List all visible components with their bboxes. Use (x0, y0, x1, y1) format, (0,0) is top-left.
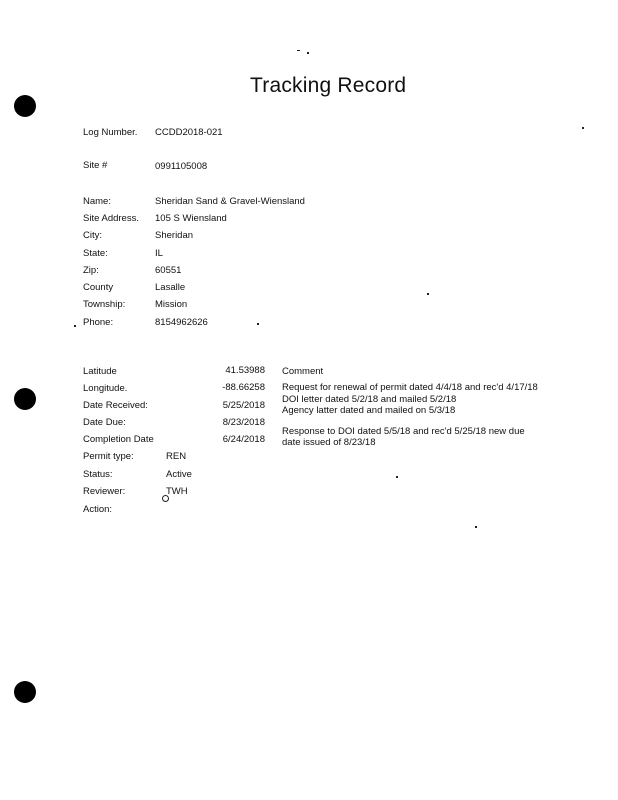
scan-speck (307, 52, 309, 54)
name-value: Sheridan Sand & Gravel-Wiensland (155, 196, 305, 207)
city-label: City: (83, 230, 102, 241)
date-due-value: 8/23/2018 (222, 417, 265, 428)
comment-line: Request for renewal of permit dated 4/4/18 and rec'd 4/17/18 (282, 382, 538, 393)
reviewer-value: TWH (166, 486, 188, 497)
punch-hole-middle (14, 388, 36, 410)
reviewer-label: Reviewer: (83, 486, 126, 497)
zip-label: Zip: (83, 265, 99, 276)
name-label: Name: (83, 196, 111, 207)
phone-value: 8154962626 (155, 317, 208, 328)
date-due-label: Date Due: (83, 417, 126, 428)
date-received-value: 5/25/2018 (222, 400, 265, 411)
page-title: Tracking Record (250, 74, 407, 97)
address-value: 105 S Wiensland (155, 213, 227, 224)
date-received-label: Date Received: (83, 400, 148, 411)
comment-line: Agency latter dated and mailed on 5/3/18 (282, 405, 456, 416)
phone-label: Phone: (83, 317, 114, 328)
scan-speck (582, 127, 584, 129)
township-value: Mission (155, 299, 188, 310)
status-label: Status: (83, 469, 113, 480)
county-value: Lasalle (155, 282, 186, 293)
state-label: State: (83, 248, 108, 259)
comment-label: Comment (282, 366, 324, 377)
completion-date-label: Completion Date (83, 434, 154, 445)
county-label: County (83, 282, 114, 293)
comment-line: date issued of 8/23/18 (282, 437, 376, 448)
latitude-value: 41.53988 (225, 365, 265, 376)
scan-speck (257, 323, 259, 325)
comment-line: Response to DOI dated 5/5/18 and rec'd 5/25/18 new due (282, 426, 525, 437)
punch-hole-bottom (14, 681, 36, 703)
latitude-label: Latitude (83, 366, 117, 377)
township-label: Township: (83, 299, 126, 310)
state-value: IL (155, 248, 163, 259)
punch-hole-top (14, 95, 36, 117)
zip-value: 60551 (155, 265, 182, 276)
scan-speck (475, 526, 477, 528)
status-value: Active (166, 469, 192, 480)
log-number-value: CCDD2018-021 (155, 127, 223, 138)
longitude-label: Longitude. (83, 383, 128, 394)
city-value: Sheridan (155, 230, 194, 241)
permit-type-value: REN (166, 451, 187, 462)
scan-speck (297, 50, 300, 51)
scan-speck (74, 325, 76, 327)
longitude-value: -88.66258 (222, 382, 265, 393)
completion-date-value: 6/24/2018 (222, 434, 265, 445)
site-number-label: Site # (83, 160, 108, 171)
log-number-label: Log Number. (83, 127, 138, 138)
scan-speck (396, 476, 398, 478)
action-label: Action: (83, 504, 113, 515)
scan-speck (427, 293, 429, 295)
permit-type-label: Permit type: (83, 451, 134, 462)
address-label: Site Address. (83, 213, 139, 224)
site-number-value: 0991105008 (155, 161, 208, 172)
comment-line: DOI letter dated 5/2/18 and mailed 5/2/18 (282, 394, 457, 405)
